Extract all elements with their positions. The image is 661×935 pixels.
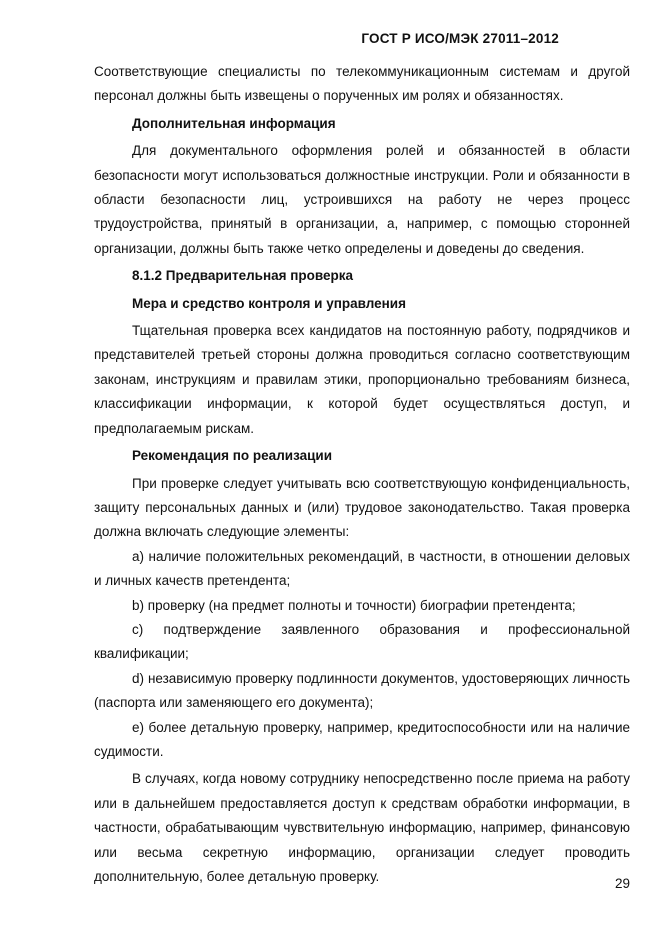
paragraph-job-descriptions: Для документального оформления ролей и обязанностей в области безопасности могут использоваться должностные инструкции. Роли и обязанности в области безопасности лиц, устроившихся на работу не через процесс трудоустройства, принятый в организации, а, например, с помощью сторонней организации, должны быть также четко определены и доведены до сведения.: [94, 143, 630, 256]
document-code-header: ГОСТ Р ИСО/МЭК 27011–2012: [361, 31, 559, 46]
document-body: [94, 60, 630, 889]
list-item-e: e) более детальную проверку, например, кредитоспособности или на наличие судимости.: [94, 719, 630, 759]
heading-section-8-1-2: 8.1.2 Предварительная проверка: [132, 268, 354, 284]
paragraph-candidate-screening: Тщательная проверка всех кандидатов на постоянную работу, подрядчиков и представителей третьей стороны должна проводиться согласно соответствующим законам, инструкциям и правилам этики, пропорционально требованиям бизнеса, классификации информации, к которой будет осуществляться доступ, и предполагаемым рискам.: [94, 323, 630, 436]
list-item-a: a) наличие положительных рекомендаций, в частности, в отношении деловых и личных качеств претендента;: [94, 548, 630, 589]
list-item-b: b) проверку (на предмет полноты и точности) биографии претендента;: [132, 597, 576, 613]
page-number: 29: [614, 876, 630, 891]
paragraph-detailed-check: В случаях, когда новому сотруднику непосредственно после приема на работу или в дальнейшем предоставляется доступ к средствам обработки информации, в частности, обрабатывающим чувствительную информацию, например, финансовую или весьма секретную информацию, организации следует проводить дополнительную, более детальную проверку.: [94, 771, 630, 884]
heading-additional-information: Дополнительная информация: [132, 115, 336, 131]
paragraph-personnel-notification: Соответствующие специалисты по телекоммуникационным системам и другой персонал должны быть извещены о порученных им ролях и обязанностях.: [94, 64, 630, 104]
list-item-c: c) подтверждение заявленного образования и профессиональной квалификации;: [94, 621, 630, 662]
heading-control-measure: Мера и средство контроля и управления: [132, 295, 406, 311]
list-item-d: d) независимую проверку подлинности документов, удостоверяющих личность (паспорта или заменяющего его документа);: [94, 670, 630, 711]
paragraph-verification-scope: При проверке следует учитывать всю соответствующую конфиденциальность, защиту персональных данных и (или) трудовое законодательство. Такая проверка должна включать следующие элементы:: [94, 475, 630, 540]
heading-implementation-guidance: Рекомендация по реализации: [132, 448, 333, 464]
